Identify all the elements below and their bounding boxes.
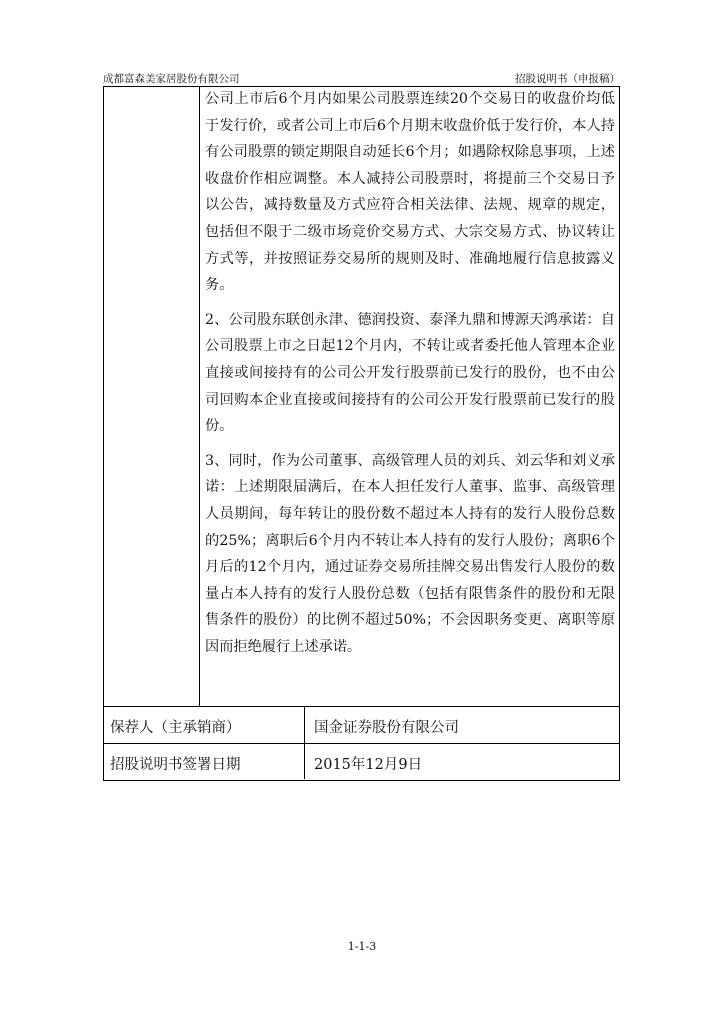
info-table [103,86,620,781]
commitment-paragraph-2: 2、公司股东联创永津、德润投资、泰泽九鼎和博源天鸿承诺：自公司股票上市之日起12个月内，不转让或者委托他人管理本企业直接或间接持有的公司公开发行股票前已发行的股份，也不由公司回购本企业直接或间接持有的公司公开发行股票前已发行的股份。 [205,311,615,435]
page-number: 1-1-3 [347,940,377,953]
commitments-row [104,86,619,707]
sponsor-label: 保荐人（主承销商） [110,720,241,736]
sponsor-row [104,707,619,744]
signing-date-label: 招股说明书签署日期 [110,757,241,773]
header-company-name: 成都富森美家居股份有限公司 [103,73,240,85]
commitment-paragraph-1: 公司上市后6个月内如果公司股票连续20个交易日的收盘价均低于发行价，或者公司上市后6个月期末收盘价低于发行价，本人持有公司股票的锁定期限自动延长6个月；如遇除权除息事项，上述收盘价作相应调整。本人减持公司股票时，将提前三个交易日予以公告，减持数量及方式应符合相关法律、法规、规章的规定，包括但不限于二级市场竞价交易方式、大宗交易方式、协议转让方式等，并按照证券交易所的规则及时、准确地履行信息披露义务。 [205,91,615,294]
signing-date-value: 2015年12月9日 [314,757,423,773]
commitment-paragraph-3: 3、同时，作为公司董事、高级管理人员的刘兵、刘云华和刘义承诺：上述期限届满后，在本人担任发行人董事、监事、高级管理人员期间，每年转让的股份数不超过本人持有的发行人股份总数的25%；离职后6个月内不转让本人持有的发行人股份；离职6个月后的12个月内，通过证券交易所挂牌交易出售发行人股份的数量占本人持有的发行人股份总数（包括有限售条件的股份和无限售条件的股份）的比例不超过50%；不会因职务变更、离职等原因而拒绝履行上述承诺。 [205,452,615,655]
sponsor-value: 国金证券股份有限公司 [314,720,459,736]
header-document-type: 招股说明书（申报稿） [515,73,620,85]
commitments-cell [205,86,615,668]
signing-date-row [104,744,619,779]
page-header [103,70,620,87]
column-divider [199,86,200,706]
